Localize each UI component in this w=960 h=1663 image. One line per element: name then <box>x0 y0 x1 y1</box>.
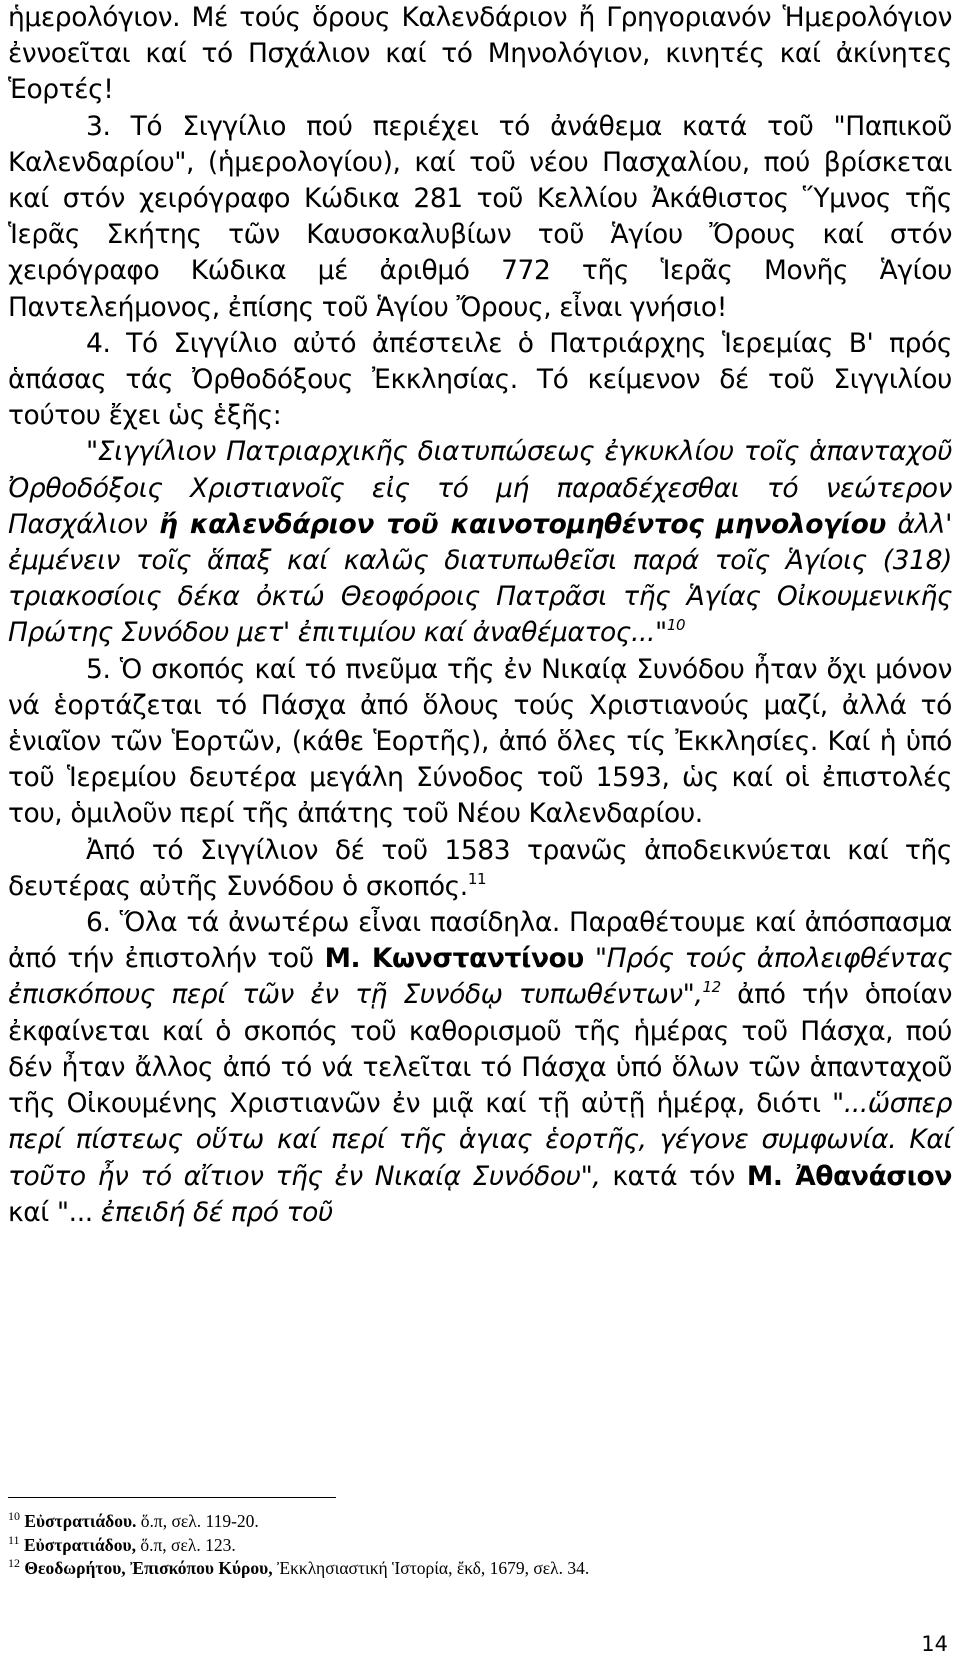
text-run: 3. Τό Σιγγίλιο πού περιέχει τό ἀνάθεμα κατά τοῦ "Παπικοῦ Καλενδαρίου", (ἡμερολογίου), καί τοῦ νέου Πασχαλίου, πού βρίσκεται καί στόν χειρόγραφο Κώδικα 281 τοῦ Κελλίου Ἀκάθιστος Ὕμνος τῆς Ἱερᾶς Σκήτης τῶν Καυσοκαλυβίων τοῦ Ἁγίου Ὄρους καί στόν χειρόγραφο Κώδικα μέ ἀριθμό 772 τῆς Ἱερᾶς Μονῆς Ἁγίου Παντελεήμονος, ἐπίσης τοῦ Ἁγίου Ὄρους, εἶναι γνήσιο! <box>8 110 952 323</box>
text-run: ἀπό τήν ὁποίαν ἐκφαίνεται καί ὁ σκοπός τοῦ καθορισμοῦ τῆς ἡμέρας τοῦ Πάσχα, πού δέν ἦταν ἄλλος ἀπό τό νά τελεῖται τό Πάσχα ὑπό ὅλων τῶν ἁπανταχοῦ τῆς Οἰκουμένης Χριστιανῶν ἐν μιᾷ καί τῇ αὐτῇ ἡμέρᾳ, διότι <box>8 979 952 1120</box>
text-run: ὅ.π, σελ. 119-20. <box>136 1511 259 1531</box>
footnote-ref: 10 <box>666 616 686 635</box>
footnote-11 <box>8 1534 952 1558</box>
page-number: 14 <box>921 1632 948 1656</box>
footnote-12 <box>8 1557 952 1581</box>
paragraph-5 <box>8 652 952 833</box>
footnote-10 <box>8 1510 952 1534</box>
text-run: 4. Τό Σιγγίλιο αὐτό ἀπέστειλε ὁ Πατριάρχης Ἱερεμίας Β' πρός ἁπάσας τάς Ὀρθοδόξους Ἐκκλησίας. Τό κείμενον δέ τοῦ Σιγγιλίου τούτου ἔχει ὡς ἑξῆς: <box>8 327 952 432</box>
text-run: Εὐστρατιάδου. <box>24 1511 137 1531</box>
text-run: 5. Ὁ σκοπός καί τό πνεῦμα τῆς ἐν Νικαίᾳ Συνόδου ἦταν ὄχι μόνον νά ἑορτάζεται τό Πάσχα ἀπό ὅλους τούς Χριστιανούς μαζί, ἀλλά τό ἑνιαῖον τῶν Ἑορτῶν, (κάθε Ἑορτῆς), ἀπό ὅλες τίς Ἐκκλησίες. Καί ἡ ὑπό τοῦ Ἱερεμίου δευτέρα μεγάλη Σύνοδος τοῦ 1593, ὡς καί οἱ ἐπιστολές του, ὁμιλοῦν περί τῆς ἀπάτης τοῦ Νέου Καλενδαρίου. <box>8 653 952 830</box>
text-run: Θεοδωρήτου, Ἐπισκόπου Κύρου, <box>24 1558 273 1578</box>
text-run: Ἐκκλησιαστική Ἱστορία, ἔκδ, 1679, σελ. 34. <box>272 1558 590 1578</box>
text-run: ὅ.π, σελ. 123. <box>135 1534 236 1555</box>
text-run: ἀλλ' ἐμμένειν τοῖς ἅπαξ καί καλῶς διατυπωθεῖσι παρά τοῖς Ἁγίοις (318) τριακοσίοις δέκα ὀκτώ Θεοφόροις Πατρᾶσι τῆς Ἁγίας Οἰκουμενικῆς Πρώτης Συνόδου μετ' ἐπιτιμίου καί ἀναθέματος..." <box>8 508 952 649</box>
text-run: Μ. Ἀθανάσιον <box>746 1160 952 1192</box>
text-run: Εὐστρατιάδου, <box>23 1534 136 1555</box>
text-run: κατά τόν <box>600 1160 747 1192</box>
sigillion-quote <box>8 434 952 651</box>
footnote-number: 11 <box>8 1532 20 1547</box>
text-run: 6. Ὅλα τά ἀνωτέρω εἶναι πασίδηλα. Παραθέτουμε καί ἀπόσπασμα ἀπό τήν ἐπιστολήν τοῦ <box>8 907 952 975</box>
text-run: ἤ καλενδάριον τοῦ καινοτομηθέντος μηνολογίου <box>158 508 886 540</box>
paragraph-5-continued <box>8 833 952 905</box>
text-run: ἡμερολόγιον. Μέ τούς ὅρους Καλενδάριον ἤ Γρηγοριανόν Ἡμερολόγιον ἐννοεῖται καί τό Πσχάλιον καί τό Μηνολόγιον, κινητές καί ἀκίνητες Ἑορτές! <box>8 2 952 106</box>
footnote-ref: 12 <box>702 978 721 997</box>
text-run: καί "... <box>8 1196 101 1228</box>
paragraph-3 <box>8 109 952 326</box>
footnote-divider <box>8 1497 336 1498</box>
text-run: "Πρός τούς ἀπολειφθέντας ἐπισκόπους περί τῶν ἐν τῇ Συνόδῳ τυπωθέντων", <box>8 943 952 1011</box>
paragraph-6 <box>8 905 952 1231</box>
footnote-ref: 11 <box>467 869 487 888</box>
text-run: "Σιγγίλιον Πατριαρχικῆς διατυπώσεως ἐγκυκλίου τοῖς ἁπανταχοῦ Ὀρθοδόξοις Χριστιανοῖς εἰς τό μή παραδέχεσθαι τό νεώτερον Πασχάλιον <box>8 436 952 540</box>
footnote-number: 10 <box>8 1509 20 1523</box>
text-run: "...ὥσπερ περί πίστεως οὕτω καί περί τῆς ἁγιας ἑορτῆς, γέγονε συμφωνία. Καί τοῦτο ἦν τό αἴτιον τῆς ἐν Νικαίᾳ Συνόδου", <box>8 1088 952 1192</box>
footnote-number: 12 <box>8 1556 20 1570</box>
text-run: ἐπειδή δέ πρό τοῦ <box>100 1196 333 1228</box>
text-run: Μ. Κωνσταντίνου <box>324 943 584 975</box>
paragraph-continuation <box>8 0 952 109</box>
body-text <box>8 0 952 1231</box>
paragraph-4 <box>8 326 952 435</box>
text-run: Ἀπό τό Σιγγίλιον δέ τοῦ 1583 τρανῶς ἀποδεικνύεται καί τῆς δευτέρας αὐτῆς Συνόδου ὁ σκοπός. <box>8 834 952 902</box>
page-body <box>8 0 952 1231</box>
footnotes <box>8 1510 952 1581</box>
